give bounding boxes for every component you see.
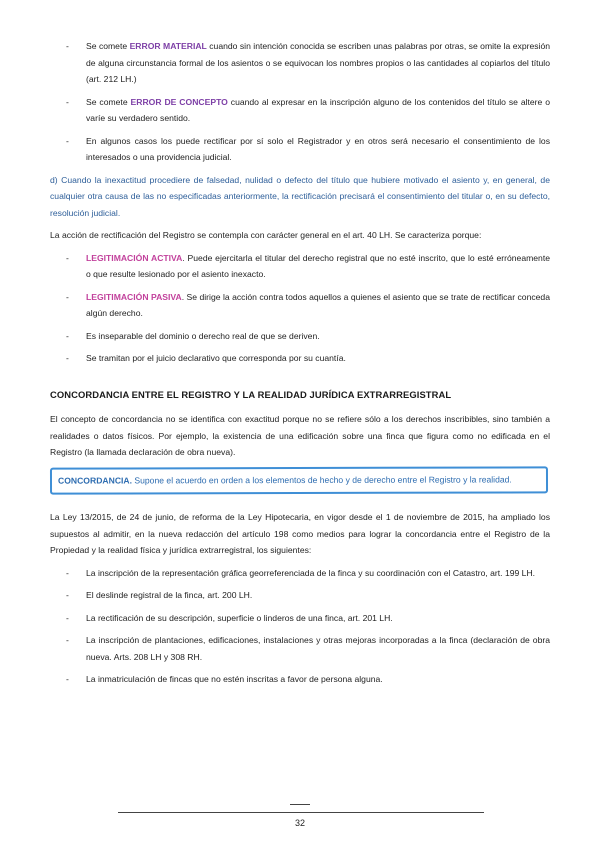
bullet-dash: - xyxy=(66,635,69,645)
bullet-dash: - xyxy=(66,135,69,146)
footer-short-rule xyxy=(290,804,310,805)
page-number: 32 xyxy=(294,818,305,828)
highlight-error-concepto: ERROR DE CONCEPTO xyxy=(130,96,228,107)
box-term: CONCORDANCIA. xyxy=(57,474,133,486)
bullet-dash: - xyxy=(66,567,69,578)
highlight-legitimacion-pasiva: LEGITIMACIÓN PASIVA xyxy=(86,291,182,302)
document-page xyxy=(50,38,550,694)
bullet-dash: - xyxy=(66,612,69,623)
highlight-error-material: ERROR MATERIAL xyxy=(129,41,207,51)
list-item: - Se comete ERROR MATERIAL cuando sin intención conocida se escriben unas palabras por otras, se omite la expresión de alguna circunstancia formal de los asientos o se equivocan los nombres propios o las cantidades al copiarlos del título (art. 212 LH.) xyxy=(50,38,550,88)
list-item: - La rectificación de su descripción, superficie o linderos de una finca, art. 201 LH. xyxy=(50,610,550,627)
paragraph-concepto: El concepto de concordancia no se identifica con exactitud porque no se refiere sólo a los derechos inscribibles, sino también a realidades o datos físicos. Por ejemplo, la existencia de una edificación sobre una finca que figura como no edificada en el Registro (la llamada declaración de obra nueva). xyxy=(50,414,550,457)
highlight-legitimacion-activa: LEGITIMACIÓN ACTIVA xyxy=(86,252,183,263)
box-definition: Supone el acuerdo en orden a los elementos de hecho y de derecho entre el Registro y la realidad. xyxy=(131,473,512,485)
list-item: - La inmatriculación de fincas que no estén inscritas a favor de persona alguna. xyxy=(50,671,550,688)
paragraph-accion: La acción de rectificación del Registro se contempla con carácter general en el art. 40 LH. Se caracteriza porque: xyxy=(50,230,482,240)
list-item: - La inscripción de la representación gráfica georreferenciada de la finca y su coordinación con el Catastro, art. 199 LH. xyxy=(50,565,550,582)
paragraph-d: d) Cuando la inexactitud procediere de falsedad, nulidad o defecto del título que hubiere motivado el asiento y, en general, de cualquier otra causa de las no especificadas anteriormente, la rectificación precisará el consentimiento del titular o, en su defecto, resolución judicial. xyxy=(50,174,550,218)
paragraph-ley: La Ley 13/2015, de 24 de junio, de reforma de la Ley Hipotecaria, en vigor desde el 1 de noviembre de 2015, ha ampliado los supuestos al admitir, en la nueva redacción del artículo 198 como medios para lograr la concordancia entre el Registro de la Propiedad y la realidad física y jurídica extrarregistral, los siguientes: xyxy=(50,512,550,555)
list-item: - El deslinde registral de la finca, art. 200 LH. xyxy=(50,587,550,604)
list-item: - LEGITIMACIÓN ACTIVA. Puede ejercitarla el titular del derecho registral que no esté inscrito, que lo esté erróneamente o que resulte lesionado por el asiento inexacto. xyxy=(50,250,550,283)
section-heading: CONCORDANCIA ENTRE EL REGISTRO Y LA REALIDAD JURÍDICA EXTRARREGISTRAL xyxy=(50,388,452,400)
bullet-dash: - xyxy=(66,96,69,107)
bullet-dash: - xyxy=(66,252,69,263)
bullet-dash: - xyxy=(66,353,69,363)
bullet-dash: - xyxy=(66,674,69,684)
list-item: - Se tramitan por el juicio declarativo que corresponda por su cuantía. xyxy=(50,350,550,367)
list-item: - Es inseparable del dominio o derecho real de que se deriven. xyxy=(50,328,550,345)
bullet-dash: - xyxy=(66,41,69,51)
bullet-dash: - xyxy=(66,291,69,302)
list-item: - Se comete ERROR DE CONCEPTO cuando al expresar en la inscripción alguno de los contenidos del título se altere o varíe su verdadero sentido. xyxy=(50,94,550,127)
bullet-dash: - xyxy=(66,590,69,600)
list-item: - En algunos casos los puede rectificar por sí solo el Registrador y en otros será necesario el consentimiento de los interesados o una providencia judicial. xyxy=(50,133,550,166)
list-item: - LEGITIMACIÓN PASIVA. Se dirige la acción contra todos aquellos a quienes el asiento que se trate de rectificar conceda algún derecho. xyxy=(50,289,550,322)
list-item: - La inscripción de plantaciones, edificaciones, instalaciones y otras mejoras incorporadas a la finca (declaración de obra nueva. Arts. 208 LH y 308 RH. xyxy=(50,632,550,665)
concordancia-definition-box xyxy=(50,466,548,494)
footer-rule xyxy=(118,812,484,813)
bullet-dash: - xyxy=(66,330,69,341)
